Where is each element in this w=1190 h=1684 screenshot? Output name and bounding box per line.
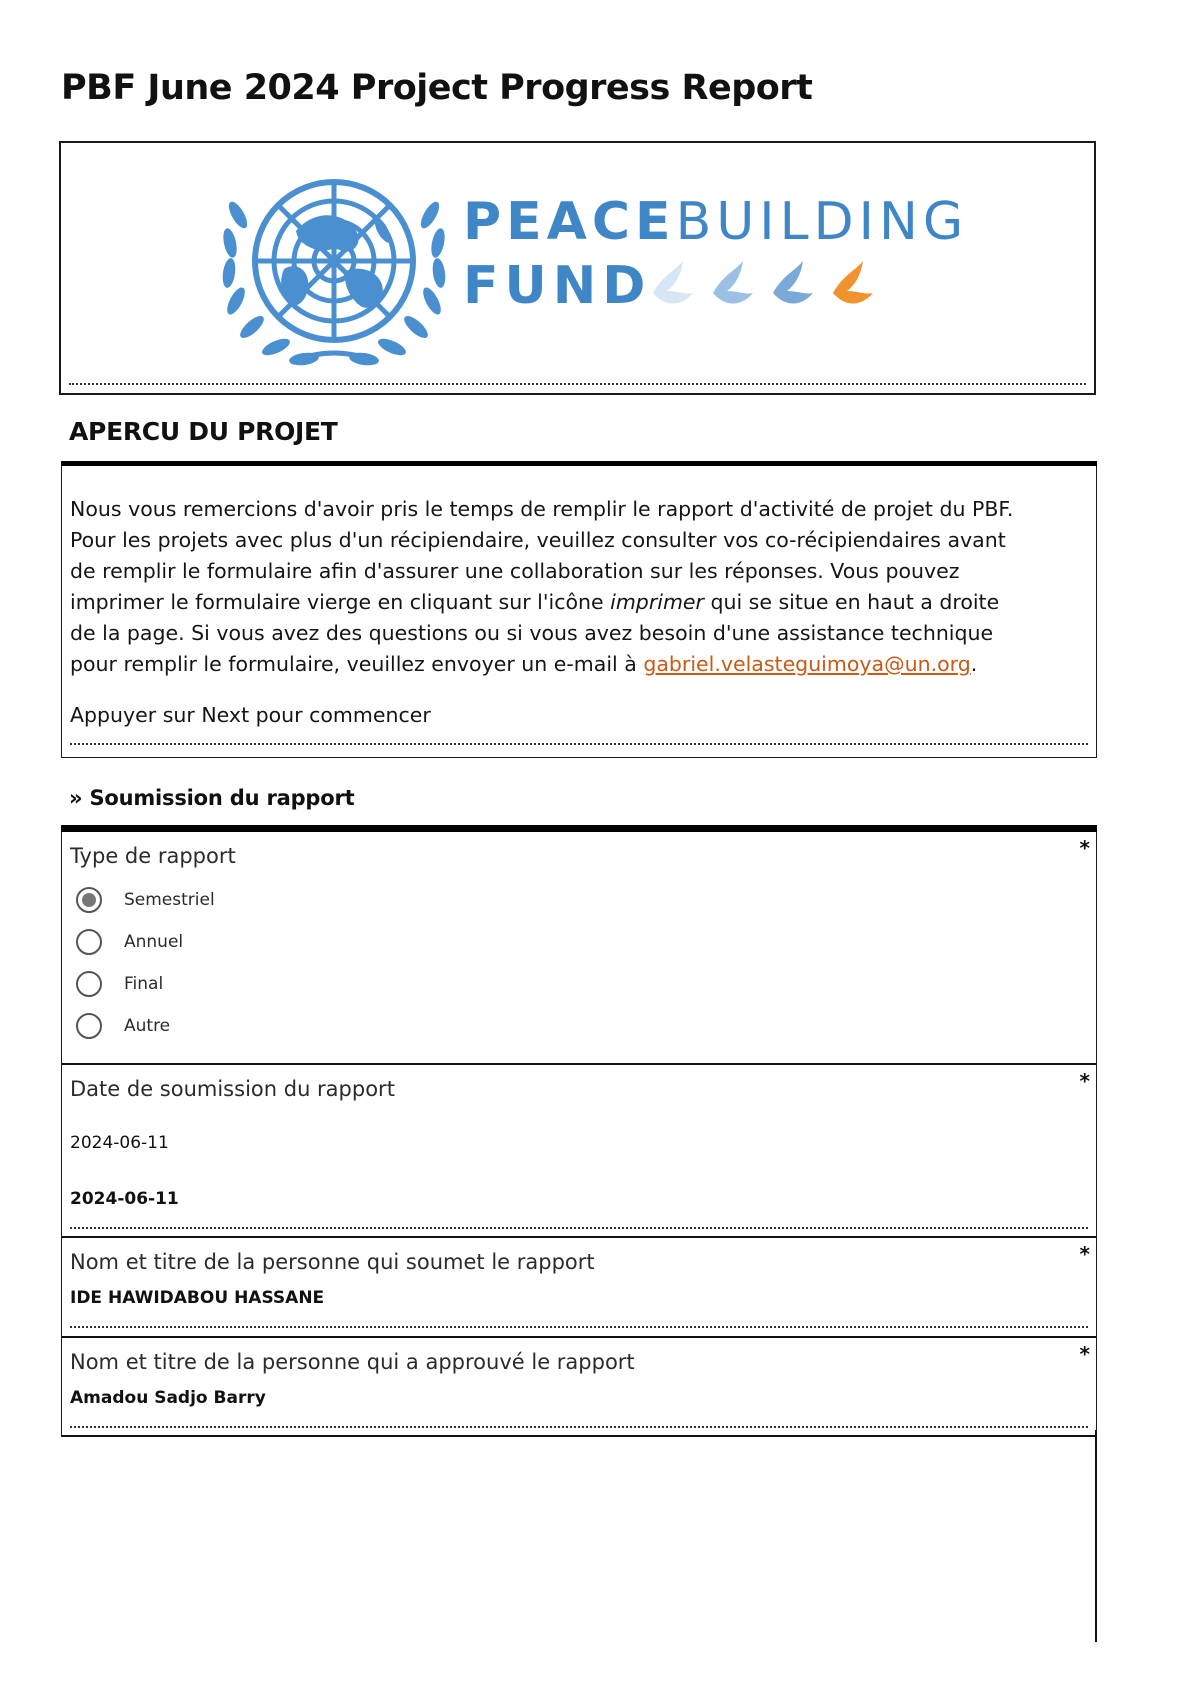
overview-heading: APERCU DU PROJET: [69, 417, 338, 446]
document-title: PBF June 2024 Project Progress Report: [61, 68, 813, 108]
dove-icon: [833, 261, 873, 304]
divider: [70, 1426, 1088, 1428]
submission-date-label: Date de soumission du rapport: [70, 1077, 395, 1101]
radio-option-semestriel[interactable]: Semestriel: [76, 885, 215, 915]
dove-icon: [713, 261, 753, 304]
section-rule: [61, 825, 1097, 832]
un-emblem-icon: [255, 182, 413, 340]
required-marker: *: [1079, 836, 1090, 860]
approver-question: [61, 1338, 1097, 1437]
logo-panel: [59, 141, 1096, 395]
dove-icon: [773, 261, 813, 304]
submission-heading: » Soumission du rapport: [69, 786, 355, 810]
logo-wordmark-line1: PEACEBUILDING: [463, 192, 969, 252]
required-marker: *: [1079, 1069, 1090, 1093]
intro-panel: [61, 466, 1097, 758]
report-type-question: [61, 832, 1097, 1065]
submission-date-input[interactable]: 2024-06-11: [70, 1133, 169, 1153]
required-marker: *: [1079, 1242, 1090, 1266]
peacebuilding-fund-logo: [61, 143, 1098, 373]
report-type-label: Type de rapport: [70, 844, 236, 868]
approver-value: Amadou Sadjo Barry: [70, 1388, 266, 1408]
start-hint: Appuyer sur Next pour commencer: [70, 703, 431, 727]
radio-button-checked[interactable]: [76, 887, 102, 913]
submission-date-question: [61, 1065, 1097, 1238]
radio-option-autre[interactable]: Autre: [76, 1011, 170, 1041]
divider: [70, 743, 1088, 745]
radio-option-annuel[interactable]: Annuel: [76, 927, 183, 957]
dove-icon: [653, 261, 693, 304]
divider: [70, 1227, 1088, 1229]
divider: [70, 1326, 1088, 1328]
radio-button[interactable]: [76, 1013, 102, 1039]
submitter-value: IDE HAWIDABOU HASSANE: [70, 1288, 325, 1308]
radio-option-final[interactable]: Final: [76, 969, 163, 999]
radio-button[interactable]: [76, 971, 102, 997]
required-marker: *: [1079, 1342, 1090, 1366]
logo-wordmark-line2: FUND: [463, 256, 652, 316]
submitter-label: Nom et titre de la personne qui soumet le rapport: [70, 1250, 595, 1274]
contact-email-link[interactable]: gabriel.velasteguimoya@un.org: [643, 652, 971, 676]
intro-paragraph: Nous vous remercions d'avoir pris le temps de remplir le rapport d'activité de projet du PBF. Pour les projets avec plus d'un récipiendaire, veuillez consulter vos co-récipiendaires avant de remplir le formulaire afin d'assurer une collaboration sur les réponses. Vous pouvez imprimer le formulaire vierge en cliquant sur l'icône imprimer qui se situe en haut a droite de la page. Si vous avez des questions ou si vous avez besoin d'une assistance technique pour remplir le formulaire, veuillez envoyer un e-mail à gabriel.velasteguimoya@un.org.: [70, 497, 1014, 676]
submission-date-value: 2024-06-11: [70, 1189, 179, 1209]
submitter-question: [61, 1238, 1097, 1338]
approver-label: Nom et titre de la personne qui a approuvé le rapport: [70, 1350, 635, 1374]
page-border: [1095, 1430, 1097, 1642]
divider: [69, 383, 1086, 385]
radio-button[interactable]: [76, 929, 102, 955]
